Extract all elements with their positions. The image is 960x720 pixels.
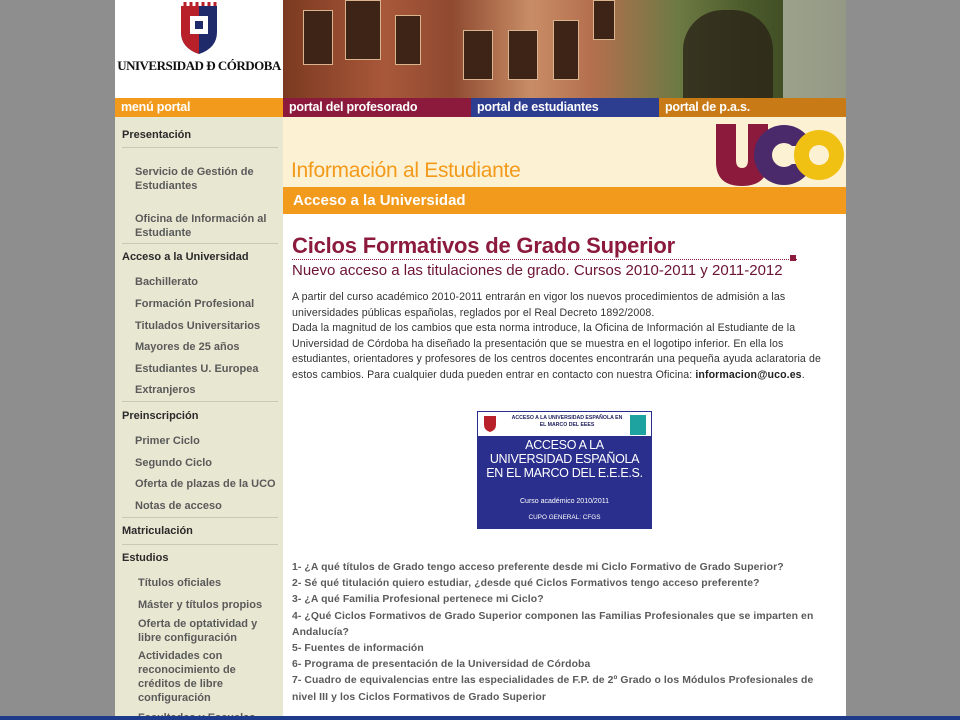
faq-link[interactable]: 7- Cuadro de equivalencias entre las especialidades de F.P. de 2º Grado o los Módulos Profesionales de nivel III y los Ciclos Formativos de Grado Superior: [292, 675, 814, 703]
sidebar-item-optatividad[interactable]: Oferta de optatividad y libre configuración: [138, 618, 258, 644]
email-link[interactable]: informacion@uco.es: [695, 368, 802, 381]
header-photo: [283, 0, 846, 98]
eees-badge-icon: [630, 415, 646, 435]
sidebar-menu: [115, 117, 283, 720]
main-content: [283, 214, 846, 720]
presentation-title: [477, 438, 652, 480]
sidebar-item-titulos-oficiales[interactable]: Títulos oficiales: [138, 577, 222, 589]
sidebar-item-bachillerato[interactable]: Bachillerato: [135, 276, 198, 288]
sidebar-item-acceso[interactable]: Acceso a la Universidad: [122, 251, 249, 263]
faq-link[interactable]: 1- ¿A qué títulos de Grado tengo acceso preferente desde mi Ciclo Formativo de Grado Superior?: [292, 562, 784, 573]
shield-icon: [177, 2, 221, 56]
shield-icon: [483, 415, 497, 433]
faq-link[interactable]: 4- ¿Qué Ciclos Formativos de Grado Superior componen las Familias Profesionales que se imparten en Andalucía?: [292, 610, 814, 638]
university-name: UNIVERSIDAD Ð CÓRDOBA: [117, 58, 281, 73]
page-heading: Ciclos Formativos de Grado Superior: [292, 233, 675, 258]
uco-logo-icon: [714, 122, 844, 186]
sidebar-item-estudios[interactable]: Estudios: [122, 552, 169, 564]
intro-text-2: Dada la magnitud de los cambios que esta norma introduce, la Oficina de Información al Estudiante de la Universidad de Córdoba ha diseñado la presentación que se muestra en el logotipo inferior. En ella los estudiantes, orientadores y profesores de los centros docentes encontrarán una pequeña ayuda aclaratoria de estos cambios. Para cualquier duda pueden entrar en contacto con nuestra Oficina:: [292, 322, 821, 381]
faq-link[interactable]: 6- Programa de presentación de la Universidad de Córdoba: [292, 659, 591, 671]
top-navigation: [115, 98, 846, 117]
presentation-course: Curso académico 2010/2011: [520, 498, 609, 505]
presentation-header-text: ACCESO A LA UNIVERSIDAD ESPAÑOLA EN EL MARCO DEL EEES: [511, 415, 623, 428]
sidebar-item-mayores-25[interactable]: Mayores de 25 años: [135, 341, 240, 353]
faq-link[interactable]: 5- Fuentes de información: [292, 643, 424, 655]
sidebar-divider: [122, 243, 278, 244]
faq-link[interactable]: 3- ¿A qué Familia Profesional pertenece mi Ciclo?: [292, 594, 544, 606]
sidebar-item-primer-ciclo[interactable]: Primer Ciclo: [135, 435, 200, 447]
sidebar-item-preinscripcion[interactable]: Preinscripción: [122, 410, 199, 422]
university-logo[interactable]: [115, 0, 283, 98]
presentation-quota: CUPO GENERAL: CFGS: [528, 514, 601, 521]
faq-link[interactable]: 2- Sé qué titulación quiero estudiar, ¿desde qué Ciclos Formativos tengo acceso preferente?: [292, 578, 760, 590]
sidebar-divider: [122, 517, 278, 518]
nav-portal-pas[interactable]: portal de p.a.s.: [659, 98, 846, 117]
nav-portal-estudiantes[interactable]: portal de estudiantes: [471, 98, 659, 117]
sidebar-item-servicio-gestion[interactable]: Servicio de Gestión de Estudiantes: [135, 166, 254, 192]
heading-underline: [292, 259, 797, 260]
intro-text-1: A partir del curso académico 2010-2011 entrarán en vigor los nuevos procedimientos de admisión a las universidades públicas españolas, reglados por el Real Decreto 1892/2008.: [292, 291, 786, 319]
section-title: Acceso a la Universidad: [293, 192, 466, 209]
presentation-title-line: ACCESO A LA: [525, 438, 604, 452]
sidebar-item-oferta-plazas[interactable]: Oferta de plazas de la UCO: [135, 478, 276, 490]
page-subheading: Nuevo acceso a las titulaciones de grado. Cursos 2010-2011 y 2011-2012: [292, 262, 783, 279]
faq-link-list: [292, 560, 837, 706]
sidebar-item-titulados[interactable]: Titulados Universitarios: [135, 320, 261, 332]
heading-dot: [790, 255, 796, 261]
sidebar-item-oficina-informacion[interactable]: Oficina de Información al Estudiante: [135, 213, 267, 239]
sidebar-item-estudiantes-ue[interactable]: Estudiantes U. Europea: [135, 363, 259, 375]
presentation-title-line: UNIVERSIDAD ESPAÑOLA: [489, 452, 640, 466]
sidebar-divider: [122, 544, 278, 545]
section-banner: [283, 117, 846, 187]
sidebar-item-actividades[interactable]: Actividades con reconocimiento de créditos de libre configuración: [138, 650, 236, 704]
nav-portal-profesorado[interactable]: portal del profesorado: [283, 98, 471, 117]
presentation-title-line: EN EL MARCO DEL E.E.E.S.: [486, 466, 643, 480]
banner-title: Información al Estudiante: [291, 159, 521, 182]
sidebar-item-matriculacion[interactable]: Matriculación: [122, 525, 193, 537]
sidebar-item-extranjeros[interactable]: Extranjeros: [135, 384, 196, 396]
window-bottom-border: [0, 716, 960, 720]
intro-paragraph: [292, 290, 837, 383]
sidebar-item-master[interactable]: Máster y títulos propios: [138, 599, 263, 611]
presentation-header: [477, 411, 652, 437]
presentation-image[interactable]: [477, 411, 652, 529]
section-title-bar: [283, 187, 846, 214]
sidebar-item-presentacion[interactable]: Presentación: [122, 129, 192, 141]
nav-menu-portal[interactable]: menú portal: [115, 98, 283, 117]
page: [115, 0, 846, 720]
email-suffix: .: [801, 368, 805, 381]
sidebar-item-notas-acceso[interactable]: Notas de acceso: [135, 500, 222, 512]
sidebar-item-formacion-profesional[interactable]: Formación Profesional: [135, 298, 255, 310]
sidebar-divider: [122, 401, 278, 402]
sidebar-divider: [122, 147, 278, 148]
sidebar-item-segundo-ciclo[interactable]: Segundo Ciclo: [135, 457, 212, 469]
